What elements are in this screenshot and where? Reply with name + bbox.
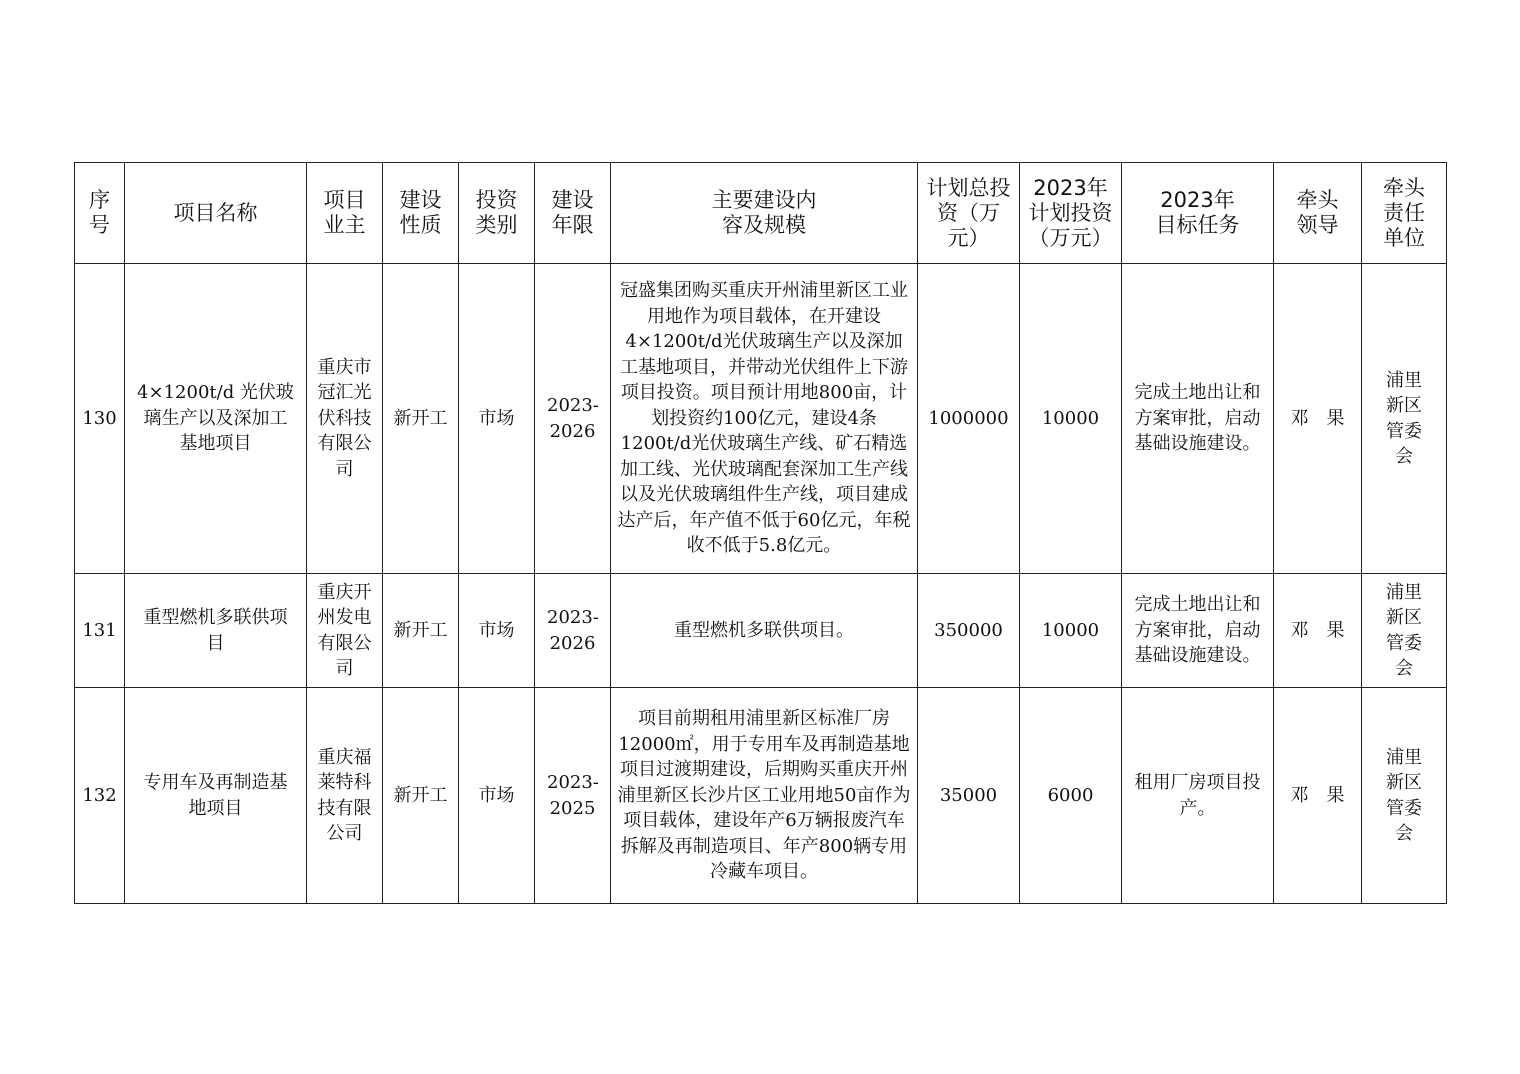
cell-owner: 重庆开州发电有限公司 [307, 574, 383, 688]
cell-period: 2023-2026 [535, 264, 611, 574]
cell-total: 1000000 [918, 264, 1020, 574]
cell-target2023: 租用厂房项目投产。 [1122, 688, 1274, 904]
cell-content: 重型燃机多联供项目。 [611, 574, 918, 688]
header-owner: 项目业主 [307, 163, 383, 264]
cell-nature: 新开工 [383, 688, 459, 904]
header-name: 项目名称 [125, 163, 307, 264]
cell-leader: 邓 果 [1274, 688, 1362, 904]
table-row [75, 264, 1447, 574]
cell-category: 市场 [459, 688, 535, 904]
cell-plan2023: 10000 [1020, 264, 1122, 574]
cell-nature: 新开工 [383, 264, 459, 574]
header-unit: 牵头责任单位 [1362, 163, 1447, 264]
cell-owner: 重庆市冠汇光伏科技有限公司 [307, 264, 383, 574]
table-row [75, 574, 1447, 688]
cell-unit: 浦里新区管委会 [1362, 688, 1447, 904]
cell-seq: 130 [75, 264, 125, 574]
cell-period: 2023-2026 [535, 574, 611, 688]
header-total: 计划总投资（万元） [918, 163, 1020, 264]
header-content: 主要建设内容及规模 [611, 163, 918, 264]
cell-plan2023: 10000 [1020, 574, 1122, 688]
header-leader: 牵头领导 [1274, 163, 1362, 264]
cell-target2023: 完成土地出让和方案审批，启动基础设施建设。 [1122, 264, 1274, 574]
cell-period: 2023-2025 [535, 688, 611, 904]
cell-content: 冠盛集团购买重庆开州浦里新区工业用地作为项目载体，在开建设4×1200t/d光伏玻璃生产以及深加工基地项目，并带动光伏组件上下游项目投资。项目预计用地800亩，计划投资约100亿元，建设4条1200t/d光伏玻璃生产线、矿石精选加工线、光伏玻璃配套深加工生产线以及光伏玻璃组件生产线，项目建成达产后，年产值不低于60亿元，年税收不低于5.8亿元。 [611, 264, 918, 574]
project-table [74, 162, 1447, 904]
cell-nature: 新开工 [383, 574, 459, 688]
header-row [75, 163, 1447, 264]
cell-seq: 132 [75, 688, 125, 904]
cell-leader: 邓 果 [1274, 264, 1362, 574]
cell-category: 市场 [459, 264, 535, 574]
header-target2023: 2023年目标任务 [1122, 163, 1274, 264]
header-nature: 建设性质 [383, 163, 459, 264]
cell-name: 4×1200t/d 光伏玻璃生产以及深加工基地项目 [125, 264, 307, 574]
cell-name: 专用车及再制造基地项目 [125, 688, 307, 904]
cell-name: 重型燃机多联供项目 [125, 574, 307, 688]
cell-unit: 浦里新区管委会 [1362, 574, 1447, 688]
header-seq: 序号 [75, 163, 125, 264]
cell-leader: 邓 果 [1274, 574, 1362, 688]
header-plan2023: 2023年计划投资（万元） [1020, 163, 1122, 264]
table-row [75, 688, 1447, 904]
cell-category: 市场 [459, 574, 535, 688]
header-period: 建设年限 [535, 163, 611, 264]
cell-content: 项目前期租用浦里新区标准厂房12000㎡，用于专用车及再制造基地项目过渡期建设，后期购买重庆开州浦里新区长沙片区工业用地50亩作为项目载体，建设年产6万辆报废汽车拆解及再制造项目、年产800辆专用冷藏车项目。 [611, 688, 918, 904]
cell-target2023: 完成土地出让和方案审批，启动基础设施建设。 [1122, 574, 1274, 688]
cell-owner: 重庆福莱特科技有限公司 [307, 688, 383, 904]
cell-plan2023: 6000 [1020, 688, 1122, 904]
cell-total: 35000 [918, 688, 1020, 904]
cell-seq: 131 [75, 574, 125, 688]
cell-total: 350000 [918, 574, 1020, 688]
header-category: 投资类别 [459, 163, 535, 264]
cell-unit: 浦里新区管委会 [1362, 264, 1447, 574]
